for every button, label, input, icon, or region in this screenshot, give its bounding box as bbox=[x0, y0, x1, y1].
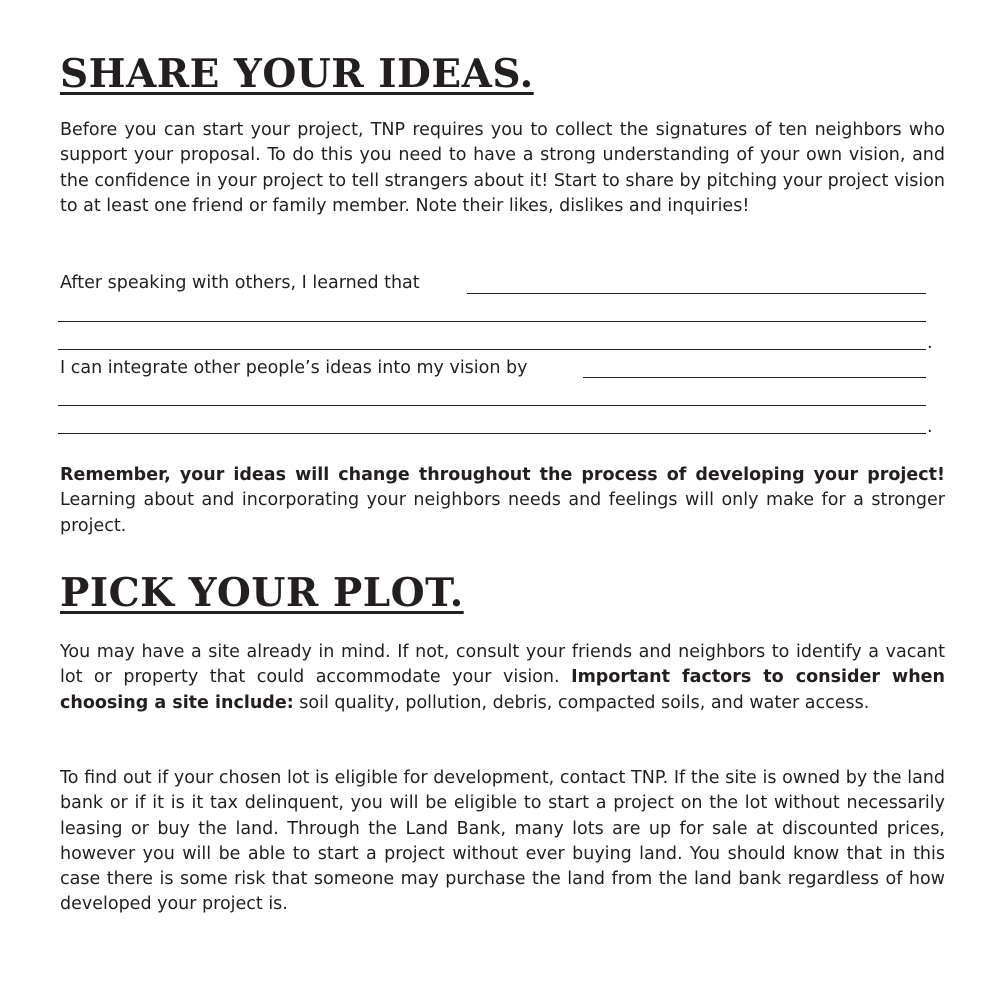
integrate-end-period: . bbox=[927, 417, 933, 437]
integrate-answer-line-2[interactable] bbox=[58, 405, 926, 406]
worksheet-page bbox=[60, 0, 945, 1003]
learned-answer-line-2[interactable] bbox=[58, 321, 926, 322]
site-factors-emphasis: Important factors to consider when choosing a site include: bbox=[60, 667, 945, 713]
remember-emphasis: Remember, your ideas will change throughout the process of developing your project! bbox=[60, 465, 945, 485]
site-factors-list: soil quality, pollution, debris, compacted soils, and water access. bbox=[293, 692, 870, 713]
share-ideas-heading: SHARE YOUR IDEAS. bbox=[60, 51, 534, 97]
learned-prompt-label: After speaking with others, I learned that bbox=[60, 273, 420, 293]
integrate-prompt-label: I can integrate other people’s ideas into my vision by bbox=[60, 358, 528, 378]
share-ideas-intro: Before you can start your project, TNP requires you to collect the signatures of ten neighbors who support your proposal. To do this you need to have a strong understanding of your own vision, and the confidence in your project to tell strangers about it! Start to share by pitching your project vision to at least one friend or family member. Note their likes, dislikes and inquiries! bbox=[60, 120, 945, 216]
remember-paragraph bbox=[60, 463, 945, 539]
learned-answer-line-3[interactable] bbox=[58, 349, 926, 350]
remember-body: Learning about and incorporating your neighbors needs and feelings will only make for a stronger project. bbox=[60, 490, 945, 536]
learned-answer-line-1[interactable] bbox=[467, 293, 926, 294]
learned-end-period: . bbox=[927, 333, 933, 353]
pick-plot-heading: PICK YOUR PLOT. bbox=[60, 570, 464, 616]
integrate-answer-line-3[interactable] bbox=[58, 433, 926, 434]
site-intro-text: You may have a site already in mind. If not, consult your friends and neighbors to identify a vacant lot or property that could accommodate your vision. bbox=[60, 642, 945, 688]
pick-plot-paragraph-1 bbox=[60, 640, 945, 716]
pick-plot-paragraph-2: To find out if your chosen lot is eligible for development, contact TNP. If the site is owned by the land bank or if it is it tax delinquent, you will be eligible to start a project on the lot without necessarily leasing or buy the land. Through the Land Bank, many lots are up for sale at discounted prices, however you will be able to start a project without ever buying land. You should know that in this case there is some risk that someone may purchase the land from the land bank regardless of how developed your project is. bbox=[60, 768, 945, 915]
integrate-answer-line-1[interactable] bbox=[583, 377, 926, 378]
